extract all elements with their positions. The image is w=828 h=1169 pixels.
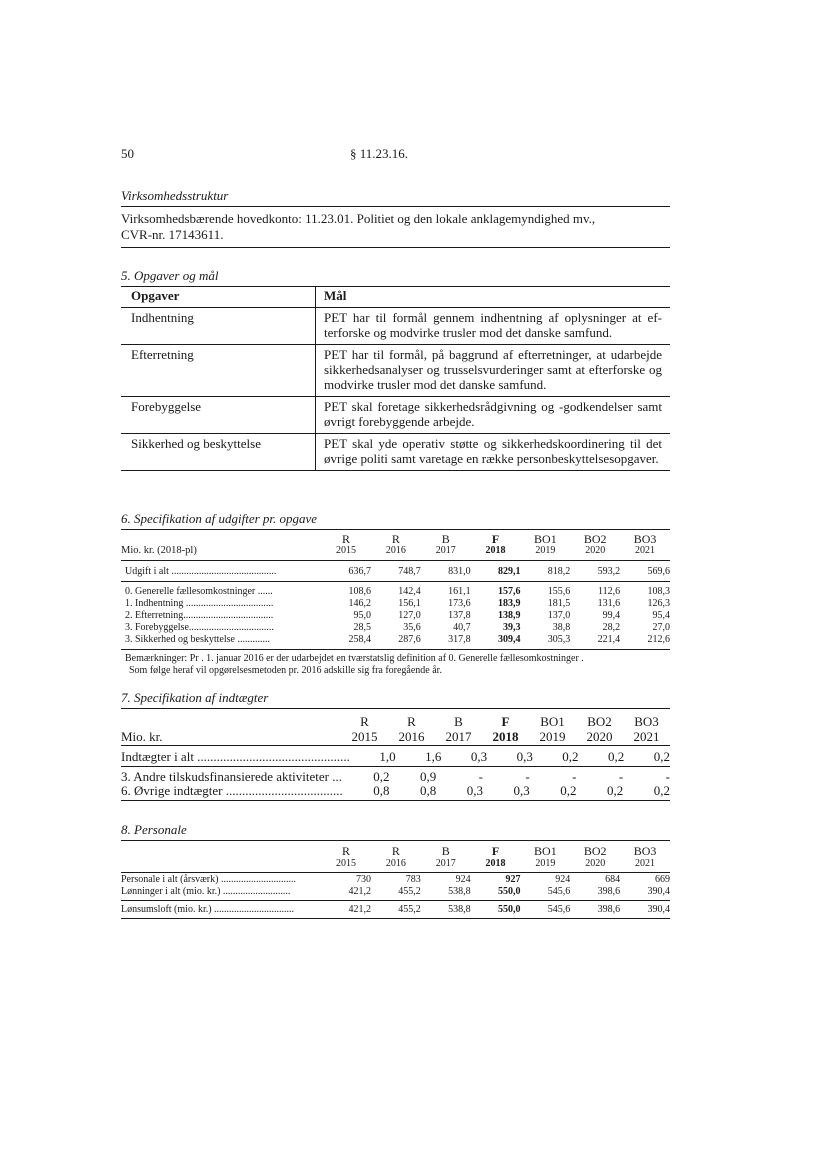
table-row [121,586,670,598]
task-cell: Forebyggelse [121,397,316,434]
spec6-title: 6. Specifikation af udgifter pr. opgave [121,511,318,526]
cell-value: 0,2 [608,749,625,764]
cell-value: 730 [355,874,371,885]
cell-value: 138,9 [497,610,521,621]
cell-value: 40,7 [453,622,471,633]
cell-value: 183,9 [497,598,521,609]
col-year: 2016 [385,858,406,869]
cell-value: 39,3 [502,622,521,633]
cell-value: 38,8 [552,622,571,633]
col-year: 2021 [635,858,656,869]
cell-value: 636,7 [348,566,371,577]
col-type: F [501,714,510,729]
col-type: BO1 [534,844,557,858]
cell-value: 390,4 [647,886,670,897]
cell-value: 669 [655,874,670,885]
cell-value: 748,7 [398,566,421,577]
cell-value: 0,8 [419,783,437,798]
table-row [121,434,670,471]
cell-value: 157,6 [497,586,521,597]
cell-value: 818,2 [547,566,571,577]
task-cell: Sikkerhed og beskyttelse [121,434,316,471]
row-label: 1. Indhentning ................................... [125,598,274,609]
cell-value: 398,6 [597,886,621,897]
row-label: Personale i alt (årsværk) .............................. [121,874,296,885]
cell-value: 0,2 [560,783,577,798]
cell-value: 550,0 [497,904,521,915]
table-row [121,598,670,610]
task-cell: Indhentning [121,308,316,345]
divider [121,900,670,901]
col-type: B [454,714,463,729]
cell-value: - [525,769,530,784]
cell-value: 305,3 [547,634,571,645]
row-label: 3. Andre tilskudsfinansierede aktiviteter ... [121,769,342,784]
col-type: BO3 [633,532,657,546]
col-type: R [342,844,351,858]
unit-label: Mio. kr. (2018-pl) [121,545,197,556]
cell-value: 593,2 [597,566,621,577]
divider [121,560,670,561]
col-year: 2015 [336,858,357,869]
task-cell: Efterretning [121,345,316,397]
cell-value: 287,6 [398,634,421,645]
divider [121,766,670,767]
table-row [121,308,670,345]
cell-value: 126,3 [647,598,670,609]
table-row [121,874,670,886]
col-type: R [391,844,400,858]
spec8-header-table [121,845,670,870]
cell-value: 95,0 [353,610,371,621]
cell-value: 137,0 [547,610,571,621]
cell-value: 455,2 [398,904,421,915]
virksomhedsstruktur-text [121,211,595,243]
cell-value: 155,6 [547,586,571,597]
cell-value: 0,2 [562,749,579,764]
spec8-total-table [121,903,670,916]
divider [121,840,670,841]
col-type: R [391,532,400,546]
col-year: 2019 [535,858,556,869]
cell-value: 684 [605,874,621,885]
cell-value: 173,6 [448,598,471,609]
col-type: BO3 [633,844,657,858]
divider [121,581,670,582]
table-row [121,610,670,622]
unit-label: Mio. kr. [121,729,163,744]
cell-value: 212,6 [647,634,670,645]
row-label: 3. Forebyggelse.................................. [125,622,274,633]
row-label: Indtægter i alt ............................................... [121,749,350,764]
maal-col-header: Mål [316,286,671,308]
table-row [121,784,670,798]
col-year: 2020 [585,545,606,556]
cell-value: 550,0 [497,886,521,897]
col-type: BO2 [583,844,607,858]
cell-value: 398,6 [597,904,621,915]
cell-value: 0,2 [373,769,390,784]
spec8-rows-table [121,874,670,898]
table-row [121,903,670,916]
cell-value: - [478,769,483,784]
goal-cell: PET skal foretage sikkerhedsrådgivning og -godkendelser samt øvrigt forebyggende arbejde. [316,397,671,434]
cell-value: 831,0 [448,566,471,577]
page-number: 50 [121,146,134,161]
cell-value: 0,3 [466,783,483,798]
col-type: BO2 [583,532,607,546]
goal-cell: PET har til formål gennem indhentning af oplysninger at efterforske og modvirke trusler mod det danske samfund. [316,308,671,345]
table-row [121,770,670,784]
cell-value: 317,8 [448,634,471,645]
col-year: 2017 [435,858,456,869]
col-year: 2017 [445,729,472,744]
table-row [121,749,670,764]
cell-value: 112,6 [597,586,621,597]
cell-value: 35,6 [403,622,421,633]
opgaver-col-header: Opgaver [121,286,316,308]
col-year: 2018 [492,729,519,744]
cell-value: 0,3 [513,783,530,798]
row-label: 3. Sikkerhed og beskyttelse ............. [125,634,270,645]
cell-value: 221,4 [597,634,621,645]
cell-value: 0,3 [470,749,488,764]
col-year: 2015 [336,545,357,556]
cell-value: 0,2 [606,783,624,798]
table-row [121,634,670,646]
cell-value: 137,8 [448,610,471,621]
cell-value: 545,6 [547,904,571,915]
divider [121,247,670,248]
section-number: § 11.23.16. [350,146,409,161]
col-type: B [441,844,450,858]
table-row [121,886,670,898]
col-year: 2021 [633,729,660,744]
cell-value: 421,2 [348,886,371,897]
cell-value: 108,6 [348,586,371,597]
cell-value: 181,5 [547,598,571,609]
goal-cell: PET har til formål, på baggrund af efterretninger, at udarbejde sikkerhedsanalyser og trusselsvurderinger samt at efterforske og modvirke trusler mod det danske samfund. [316,345,671,397]
col-type: BO2 [587,714,612,729]
row-label: Lønninger i alt (mio. kr.) ........................... [121,886,291,897]
spec6-header-table [121,533,670,557]
spec6-note [125,653,584,677]
cell-value: 924 [555,874,571,885]
table-row [121,397,670,434]
divider [121,918,670,919]
col-year: 2019 [539,729,566,744]
divider [121,649,670,650]
cell-value: 0,9 [419,769,437,784]
col-type: R [342,532,351,546]
col-type: R [360,714,369,729]
cell-value: 455,2 [398,886,421,897]
spec7-total-table [121,749,670,764]
cell-value: 95,4 [652,610,670,621]
opgaver-title: 5. Opgaver og mål [121,268,219,283]
note-line: Bemærkninger: Pr . 1. januar 2016 er der udarbejdet en tværstatslig definition af 0. Generelle fællesomkostninger . [125,653,584,664]
cell-value: 28,5 [353,622,371,633]
col-type: R [407,714,416,729]
divider [121,529,670,530]
cell-value: 0,3 [516,749,533,764]
cell-value: 538,8 [448,886,471,897]
cell-value: 569,6 [647,566,670,577]
spec7-rows-table [121,770,670,798]
row-label: 6. Øvrige indtægter .................................... [121,783,343,798]
cell-value: 156,1 [398,598,421,609]
spec6-total-table [121,565,670,578]
col-year: 2020 [585,858,606,869]
divider [121,800,670,801]
row-label: Udgift i alt .......................................... [125,566,277,577]
cell-value: - [665,769,670,784]
spec7-title: 7. Specifikation af indtægter [121,690,269,705]
table-row [121,565,670,578]
cell-value: 924 [455,874,471,885]
table-row [121,622,670,634]
cell-value: 108,3 [647,586,670,597]
col-type: F [491,844,500,858]
virksomhedsstruktur-line2: CVR-nr. 17143611. [121,227,224,242]
cell-value: 0,2 [653,783,670,798]
cell-value: 545,6 [547,886,571,897]
col-year: 2021 [635,545,656,556]
cell-value: 0,2 [653,749,670,764]
cell-value: 131,6 [597,598,621,609]
cell-value: 99,4 [602,610,621,621]
spec8-title: 8. Personale [121,822,187,837]
col-type: B [441,532,450,546]
cell-value: 538,8 [448,904,471,915]
col-type: BO1 [540,714,565,729]
cell-value: 421,2 [348,904,371,915]
col-type: BO3 [634,714,659,729]
cell-value: 27,0 [652,622,670,633]
col-year: 2017 [435,545,456,556]
col-year: 2018 [485,858,506,869]
divider [121,745,670,746]
cell-value: 1,0 [379,749,396,764]
cell-value: 142,4 [398,586,421,597]
cell-value: 28,2 [602,622,621,633]
col-year: 2019 [535,545,556,556]
col-year: 2015 [351,729,378,744]
row-label: 2. Efterretning.................................... [125,610,274,621]
col-type: BO1 [534,532,557,546]
row-label: 0. Generelle fællesomkostninger ...... [125,586,273,597]
cell-value: 829,1 [497,566,521,577]
cell-value: 783 [405,874,421,885]
goal-cell: PET skal yde operativ støtte og sikkerhedskoordinering til det øvrige politi samt varetage en række personbeskyttelsesopgaver. [316,434,671,471]
table-row [121,345,670,397]
col-year: 2020 [586,729,613,744]
virksomhedsstruktur-title: Virksomhedsstruktur [121,188,229,203]
cell-value: 927 [505,874,521,885]
cell-value: 161,1 [448,586,471,597]
cell-value: 0,8 [373,783,390,798]
opgaver-table [121,286,670,471]
divider [121,872,670,873]
row-label: Lønsumsloft (mio. kr.) ................................ [121,904,295,915]
col-year: 2016 [385,545,406,556]
col-year: 2016 [398,729,425,744]
col-type: F [491,532,500,546]
spec6-rows-table [121,586,670,646]
cell-value: 1,6 [425,749,442,764]
virksomhedsstruktur-line1: Virksomhedsbærende hovedkonto: 11.23.01. Politiet og den lokale anklagemyndighed mv., [121,211,596,226]
cell-value: 258,4 [348,634,371,645]
note-line: Som følge heraf vil opgørelsesmetoden pr. 2016 adskille sig fra foregående år. [129,665,442,676]
divider [121,708,670,709]
spec7-header-table [121,714,670,744]
cell-value: 309,4 [497,634,521,645]
cell-value: - [618,769,624,784]
col-year: 2018 [485,545,506,556]
divider [121,206,670,207]
cell-value: 390,4 [647,904,670,915]
cell-value: - [572,769,577,784]
cell-value: 127,0 [398,610,421,621]
cell-value: 146,2 [348,598,371,609]
